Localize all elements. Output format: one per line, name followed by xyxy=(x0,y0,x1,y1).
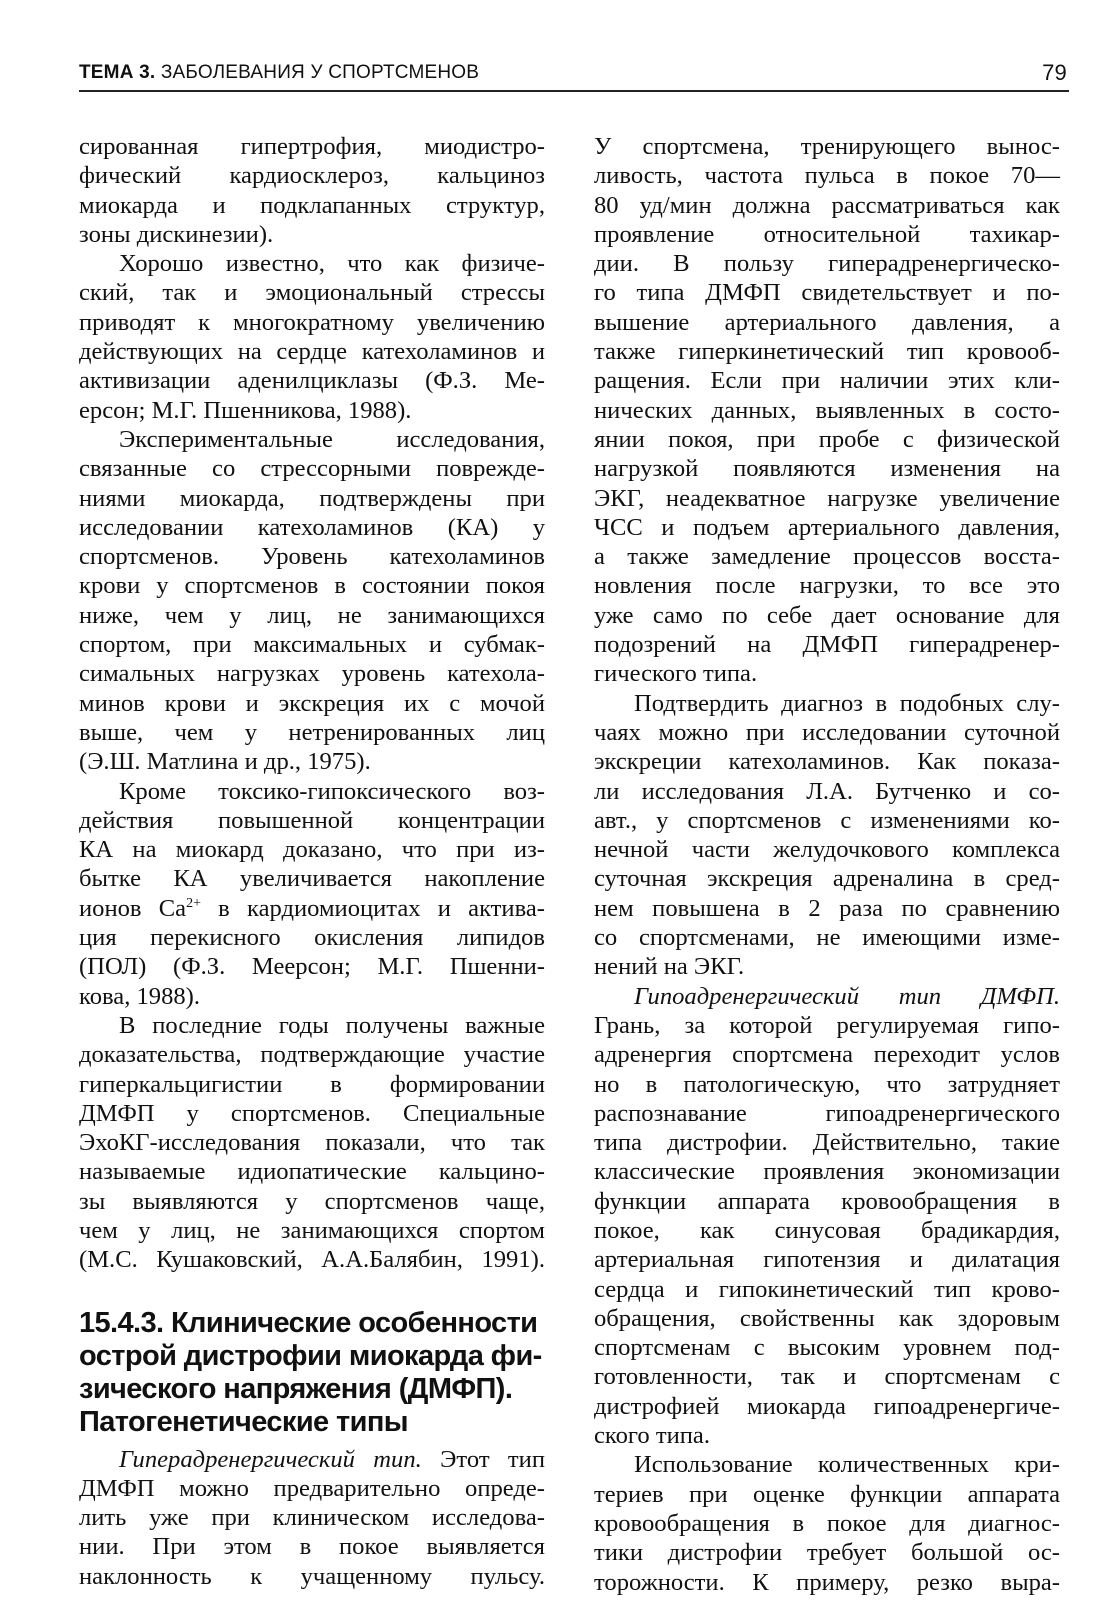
text-line: нических данных, выявленных в состо- xyxy=(594,396,1060,424)
text-line: а также замедление процессов восста- xyxy=(594,543,1060,571)
paragraph-calcium xyxy=(79,777,545,1011)
text-line: 80 уд/мин должна рассматриваться как xyxy=(594,191,1060,219)
text-line: распознавание гипоадренергического xyxy=(594,1099,1060,1127)
text-line: связанные со стрессорными поврежде- xyxy=(79,455,545,483)
text-line: но в патологическую, что затрудняет xyxy=(594,1070,1060,1098)
text-line: артериальная гипотензия и дилатация xyxy=(594,1246,1060,1274)
section-title: ТЕМА 3. ЗАБОЛЕВАНИЯ У СПОРТСМЕНОВ xyxy=(79,62,480,83)
text-line: ЧСС и подъем артериального давления, xyxy=(594,513,1060,541)
paragraph-hypercalcium xyxy=(79,1011,545,1275)
text-line: готовленности, так и спортсменам с xyxy=(594,1363,1060,1391)
page-number: 79 xyxy=(1042,60,1067,85)
text-line: лить уже при клиническом исследова- xyxy=(79,1504,545,1532)
text-line: териев при оценке функции аппарата xyxy=(594,1480,1060,1508)
text-line: Использование количественных кри- xyxy=(634,1451,1060,1479)
text-line: спортсменам с высоким уровнем под- xyxy=(594,1334,1060,1362)
text-line: доказательства, подтверждающие участие xyxy=(79,1041,545,1069)
text-line: спортом, при максимальных и субмак- xyxy=(79,631,545,659)
text-line: ионов $Ca^{2+}$ в кардиомиоцитах и актива- xyxy=(79,894,545,922)
text-line: ерсон; М.Г. Пшенникова, 1988). xyxy=(79,396,412,424)
text-line: подозрений на ДМФП гиперадренер- xyxy=(594,631,1060,659)
text-line: кова, 1988). xyxy=(79,982,201,1010)
text-line: чем у лиц, не занимающихся спортом xyxy=(79,1216,545,1244)
paragraph-diagnosis xyxy=(594,689,1060,982)
text-line: (Э.Ш. Матлина и др., 1975). xyxy=(79,748,371,776)
text-line: действующих на сердце катехоламинов и xyxy=(79,338,545,366)
superscript: 2+ xyxy=(186,895,201,911)
section-heading: 15.4.3. Клинические особенности острой дистрофии миокарда фи- зического напряжения (ДМФП). Патогенетические типы xyxy=(79,1306,542,1438)
text-line: ЭКГ, неадекватное нагрузке увеличение xyxy=(594,484,1060,512)
text-line: тики дистрофии требует большой ос- xyxy=(594,1539,1060,1567)
text-line: нений на ЭКГ. xyxy=(594,953,745,981)
text-line: вышение артериального давления, а xyxy=(594,308,1060,336)
text-line: Подтвердить диагноз в подобных слу- xyxy=(634,689,1060,717)
text-line: Экспериментальные исследования, xyxy=(119,425,545,453)
text-line: наклонность к учащенному пульсу. xyxy=(79,1562,545,1590)
text-line: ливость, частота пульса в покое 70— xyxy=(594,162,1060,190)
text-line: нии. При этом в покое выявляется xyxy=(79,1533,545,1561)
text-line: бытке КА увеличивается накопление xyxy=(79,865,545,893)
text-line: действия повышенной концентрации xyxy=(79,806,545,834)
text-line: покое, как синусовая брадикардия, xyxy=(594,1216,1060,1244)
text-line: активизации аденилциклазы (Ф.З. Ме- xyxy=(79,367,545,395)
text-line: Хорошо известно, что как физиче- xyxy=(119,250,545,278)
italic-term: Гипоадренергический тип ДМФП. xyxy=(634,982,1060,1010)
text-line: ниже, чем у лиц, не занимающихся xyxy=(79,601,545,629)
paragraph-experimental xyxy=(79,425,545,777)
left-column xyxy=(79,132,545,1591)
text-line: классические проявления экономизации xyxy=(594,1158,1060,1186)
text-line: суточная экскреция адреналина в сред- xyxy=(594,865,1060,893)
text-line: выше, чем у нетренированных лиц xyxy=(79,718,545,746)
paragraph-hypoadrenergic xyxy=(594,982,1060,1451)
paragraph-hyperadrenergic xyxy=(79,1445,545,1591)
text-line: экскреции катехоламинов. Как показа- xyxy=(594,748,1060,776)
text-line: ращения. Если при наличии этих кли- xyxy=(594,367,1060,395)
text-line: ского типа. xyxy=(594,1422,710,1450)
text-line: обращения, свойственны как здоровым xyxy=(594,1304,1060,1332)
text-line: исследовании катехоламинов (КА) у xyxy=(79,513,545,541)
text-line: фический кардиосклероз, кальциноз xyxy=(79,162,545,190)
right-column xyxy=(594,132,1060,1597)
text-line: (ПОЛ) (Ф.З. Меерсон; М.Г. Пшенни- xyxy=(79,953,545,981)
text-line: уже само по себе дает основание для xyxy=(594,601,1060,629)
text-line: симальных нагрузках уровень катехола- xyxy=(79,660,545,688)
text-line: ция перекисного окисления липидов xyxy=(79,924,545,952)
text-line: дии. В пользу гиперадренергическо- xyxy=(594,250,1060,278)
text-line: гического типа. xyxy=(594,660,758,688)
text-line: приводят к многократному увеличению xyxy=(79,308,545,336)
text-line: (М.С. Кушаковский, А.А.Балябин, 1991). xyxy=(79,1246,545,1274)
text-line: нагрузкой появляются изменения на xyxy=(594,455,1060,483)
text-line: миокарда и подклапанных структур, xyxy=(79,191,545,219)
text-line: кровообращения в покое для диагнос- xyxy=(594,1509,1060,1537)
running-header xyxy=(79,60,1069,92)
text-line: спортсменов. Уровень катехоламинов xyxy=(79,543,545,571)
text-line: нечной части желудочкового комплекса xyxy=(594,836,1060,864)
text-line: Грань, за которой регулируемая гипо- xyxy=(594,1011,1060,1039)
text-line: адренергия спортсмена переходит услов xyxy=(594,1041,1060,1069)
text-line xyxy=(594,982,1060,1011)
text-line: гиперкальцигистии в формировании xyxy=(79,1070,545,1098)
text-line: торожности. К примеру, резко выра- xyxy=(594,1568,1060,1596)
text-line: ДМФП у спортсменов. Специальные xyxy=(79,1099,545,1127)
text-line: янии покоя, при пробе с физической xyxy=(594,425,1060,453)
text-line: ЭхоКГ-исследования показали, что так xyxy=(79,1129,545,1157)
text-line: У спортсмена, тренирующего вынос- xyxy=(594,133,1060,160)
text-line: типа дистрофии. Действительно, такие xyxy=(594,1129,1060,1157)
text-line: сердца и гипокинетический тип крово- xyxy=(594,1275,1060,1303)
text-line: проявление относительной тахикар- xyxy=(594,220,1060,248)
text-line: называемые идиопатические кальцино- xyxy=(79,1158,545,1186)
text-line: сированная гипертрофия, миодистро- xyxy=(79,133,545,160)
text-line: Гиперадренергический тип. Этот тип xyxy=(119,1445,546,1473)
text-line: дистрофией миокарда гипоадренергиче- xyxy=(594,1392,1060,1420)
paragraph-pulse xyxy=(594,132,1060,689)
text-line: зы выявляются у спортсменов чаще, xyxy=(79,1187,545,1215)
text-line: ДМФП можно предварительно опреде- xyxy=(79,1474,545,1502)
paragraph-continuation xyxy=(79,132,545,249)
text-line: авт., у спортсменов с изменениями ко- xyxy=(594,806,1060,834)
paragraph-criteria xyxy=(594,1450,1060,1596)
text-line: чаях можно при исследовании суточной xyxy=(594,718,1060,746)
text-line: КА на миокард доказано, что при из- xyxy=(79,836,545,864)
text-line: также гиперкинетический тип кровооб- xyxy=(594,338,1060,366)
text-line: ниями миокарда, подтверждены при xyxy=(79,484,545,512)
text-line: новления после нагрузки, то все это xyxy=(594,572,1060,600)
italic-term: Гиперадренергический тип. xyxy=(119,1445,422,1473)
text-line: ский, так и эмоциональный стрессы xyxy=(79,279,545,307)
text-line: го типа ДМФП свидетельствует и по- xyxy=(594,279,1060,307)
text-line: ли исследования Л.А. Бутченко и со- xyxy=(594,777,1060,805)
text-line: крови у спортсменов в состоянии покоя xyxy=(79,572,545,600)
text-line: В последние годы получены важные xyxy=(119,1011,545,1039)
text-line: нем повышена в 2 раза по сравнению xyxy=(594,894,1060,922)
text-line: зоны дискинезии). xyxy=(79,220,274,248)
text-line: со спортсменами, не имеющими изме- xyxy=(594,924,1060,952)
paragraph-stress xyxy=(79,249,545,425)
text-line: функции аппарата кровообращения в xyxy=(594,1187,1060,1215)
text-line: Кроме токсико-гипоксического воз- xyxy=(119,777,545,805)
text-line: минов крови и экскреция их с мочой xyxy=(79,689,545,717)
